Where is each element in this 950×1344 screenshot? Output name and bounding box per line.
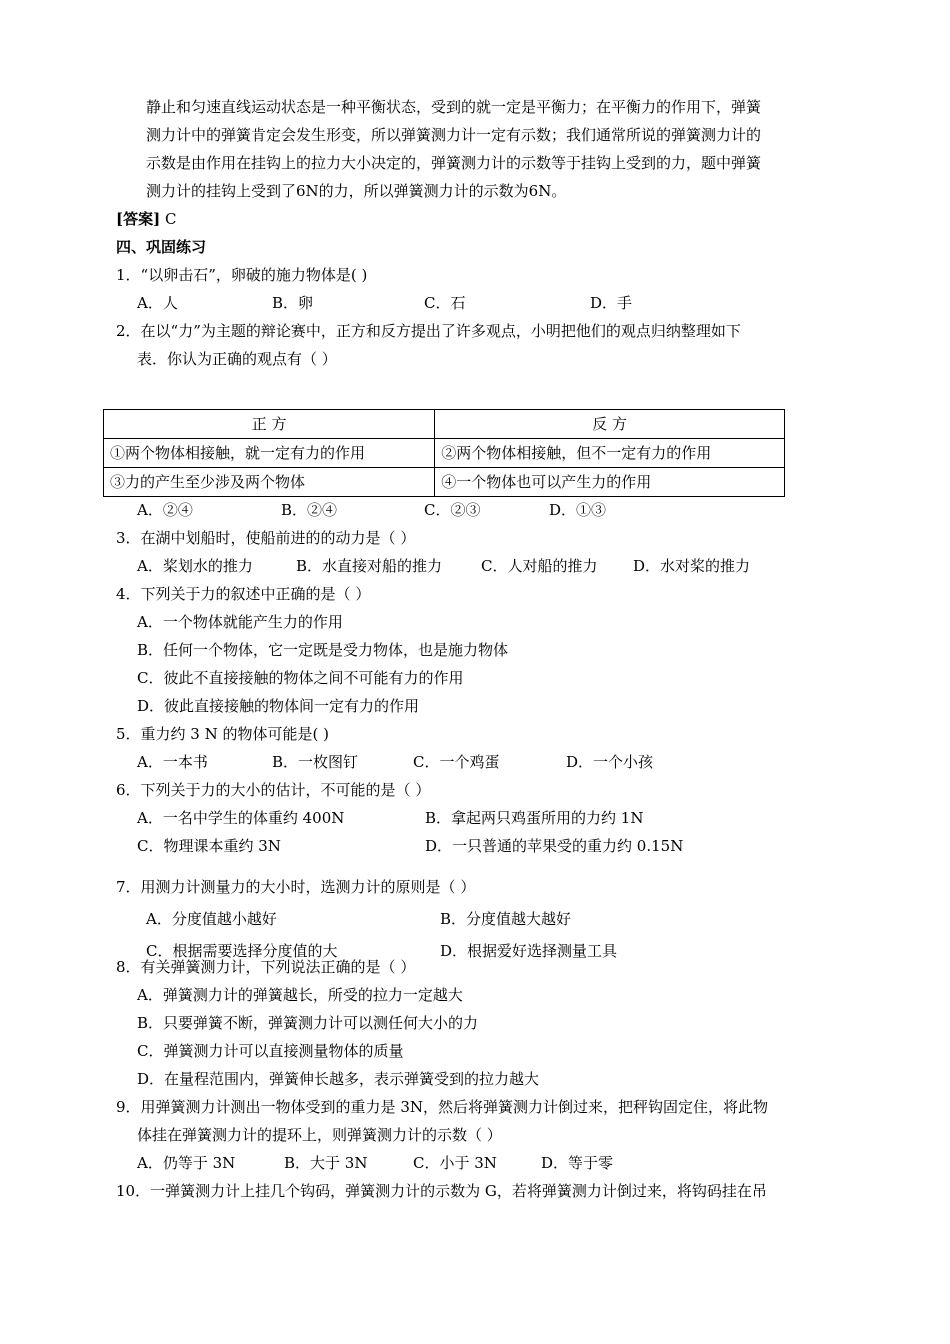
q2-line-2: 表．你认为正确的观点有（ ） (137, 350, 337, 368)
table-cell: ①两个物体相接触，就一定有力的作用 (104, 439, 435, 468)
q4-option-d: D．彼此直接接触的物体间一定有力的作用 (137, 697, 420, 715)
q9-option-a: A．仍等于 3N (137, 1154, 236, 1172)
q6-option-b: B．拿起两只鸡蛋所用的力约 1N (425, 809, 644, 827)
q8-option-d: D．在量程范围内，弹簧伸长越多，表示弹簧受到的拉力越大 (137, 1070, 540, 1088)
q3-option-d: D．水对桨的推力 (633, 557, 751, 575)
q3-option-b: B．水直接对船的推力 (296, 557, 443, 575)
q9-line-2: 体挂在弹簧测力计的提环上，则弹簧测力计的示数（ ） (137, 1126, 502, 1144)
q9-option-c: C．小于 3N (413, 1154, 497, 1172)
q1-option-d: D．手 (590, 294, 633, 312)
q9-option-b: B．大于 3N (284, 1154, 368, 1172)
q7-option-a: A．分度值越小越好 (146, 910, 277, 928)
table-cell: ③力的产生至少涉及两个物体 (104, 468, 435, 497)
q3-option-a: A．桨划水的推力 (137, 557, 253, 575)
table-header-con: 反 方 (435, 410, 785, 439)
intro-line-4: 测力计的挂钩上受到了6N的力，所以弹簧测力计的示数为6N。 (146, 182, 567, 200)
q7-option-c: C．根据需要选择分度值的大 (146, 942, 338, 960)
q1-text: 1．“以卵击石”，卵破的施力物体是( ) (116, 266, 368, 284)
q4-option-a: A．一个物体就能产生力的作用 (137, 613, 343, 631)
q2-line-1: 2．在以“力”为主题的辩论赛中，正方和反方提出了许多观点，小明把他们的观点归纳整理如下 (116, 322, 741, 340)
table-header-row (104, 410, 785, 439)
viewpoint-table (103, 409, 785, 497)
q8-option-a: A．弹簧测力计的弹簧越长，所受的拉力一定越大 (137, 986, 463, 1004)
q8-text: 8．有关弹簧测力计，下列说法正确的是（ ） (116, 958, 416, 976)
q10-line-1: 10．一弹簧测力计上挂几个钩码，弹簧测力计的示数为 G，若将弹簧测力计倒过来，将钩码挂在吊 (116, 1182, 767, 1200)
answer-label: [答案] (116, 210, 161, 228)
q2-option-c: C．②③ (424, 501, 481, 519)
q5-text: 5．重力约 3 N 的物体可能是( ) (116, 725, 329, 743)
section-title: 四、巩固练习 (116, 238, 207, 256)
answer-value: C (164, 210, 177, 228)
q5-option-b: B．一枚图钉 (272, 753, 359, 771)
intro-line-1: 静止和匀速直线运动状态是一种平衡状态，受到的就一定是平衡力；在平衡力的作用下，弹簧 (146, 98, 762, 116)
intro-line-3: 示数是由作用在挂钩上的拉力大小决定的，弹簧测力计的示数等于挂钩上受到的力，题中弹簧 (146, 154, 762, 172)
table-cell: ②两个物体相接触，但不一定有力的作用 (435, 439, 785, 468)
q3-option-c: C．人对船的推力 (481, 557, 598, 575)
table-cell: ④一个物体也可以产生力的作用 (435, 468, 785, 497)
q6-option-c: C．物理课本重约 3N (137, 837, 281, 855)
q4-option-c: C．彼此不直接接触的物体之间不可能有力的作用 (137, 669, 464, 687)
q1-option-b: B．卵 (272, 294, 314, 312)
q2-option-d: D．①③ (549, 501, 607, 519)
q1-option-a: A．人 (137, 294, 178, 312)
q6-option-a: A．一名中学生的体重约 400N (137, 809, 345, 827)
q7-option-d: D．根据爱好选择测量工具 (440, 942, 618, 960)
q5-option-d: D．一个小孩 (566, 753, 654, 771)
q4-option-b: B．任何一个物体，它一定既是受力物体，也是施力物体 (137, 641, 509, 659)
q7-option-b: B．分度值越大越好 (440, 910, 572, 928)
q4-text: 4．下列关于力的叙述中正确的是（ ） (116, 585, 371, 603)
q6-text: 6．下列关于力的大小的估计，不可能的是（ ） (116, 781, 431, 799)
q6-option-d: D．一只普通的苹果受的重力约 0.15N (425, 837, 684, 855)
q8-option-b: B．只要弹簧不断，弹簧测力计可以测任何大小的力 (137, 1014, 479, 1032)
q9-option-d: D．等于零 (541, 1154, 614, 1172)
q1-option-c: C．石 (424, 294, 466, 312)
q7-text: 7．用测力计测量力的大小时，选测力计的原则是（ ） (116, 878, 476, 896)
table-row (104, 439, 785, 468)
table-header-pro: 正 方 (104, 410, 435, 439)
q5-option-c: C．一个鸡蛋 (413, 753, 500, 771)
q5-option-a: A．一本书 (137, 753, 208, 771)
q9-line-1: 9．用弹簧测力计测出一物体受到的重力是 3N，然后将弹簧测力计倒过来，把秤钩固定住，将此物 (116, 1098, 768, 1116)
q8-option-c: C．弹簧测力计可以直接测量物体的质量 (137, 1042, 404, 1060)
q3-text: 3．在湖中划船时，使船前进的的动力是（ ） (116, 529, 416, 547)
table-row (104, 468, 785, 497)
answer-line (116, 209, 176, 229)
intro-line-2: 测力计中的弹簧肯定会发生形变，所以弹簧测力计一定有示数；我们通常所说的弹簧测力计的 (146, 126, 762, 144)
q2-option-b: B．②④ (281, 501, 338, 519)
q2-option-a: A．②④ (137, 501, 193, 519)
